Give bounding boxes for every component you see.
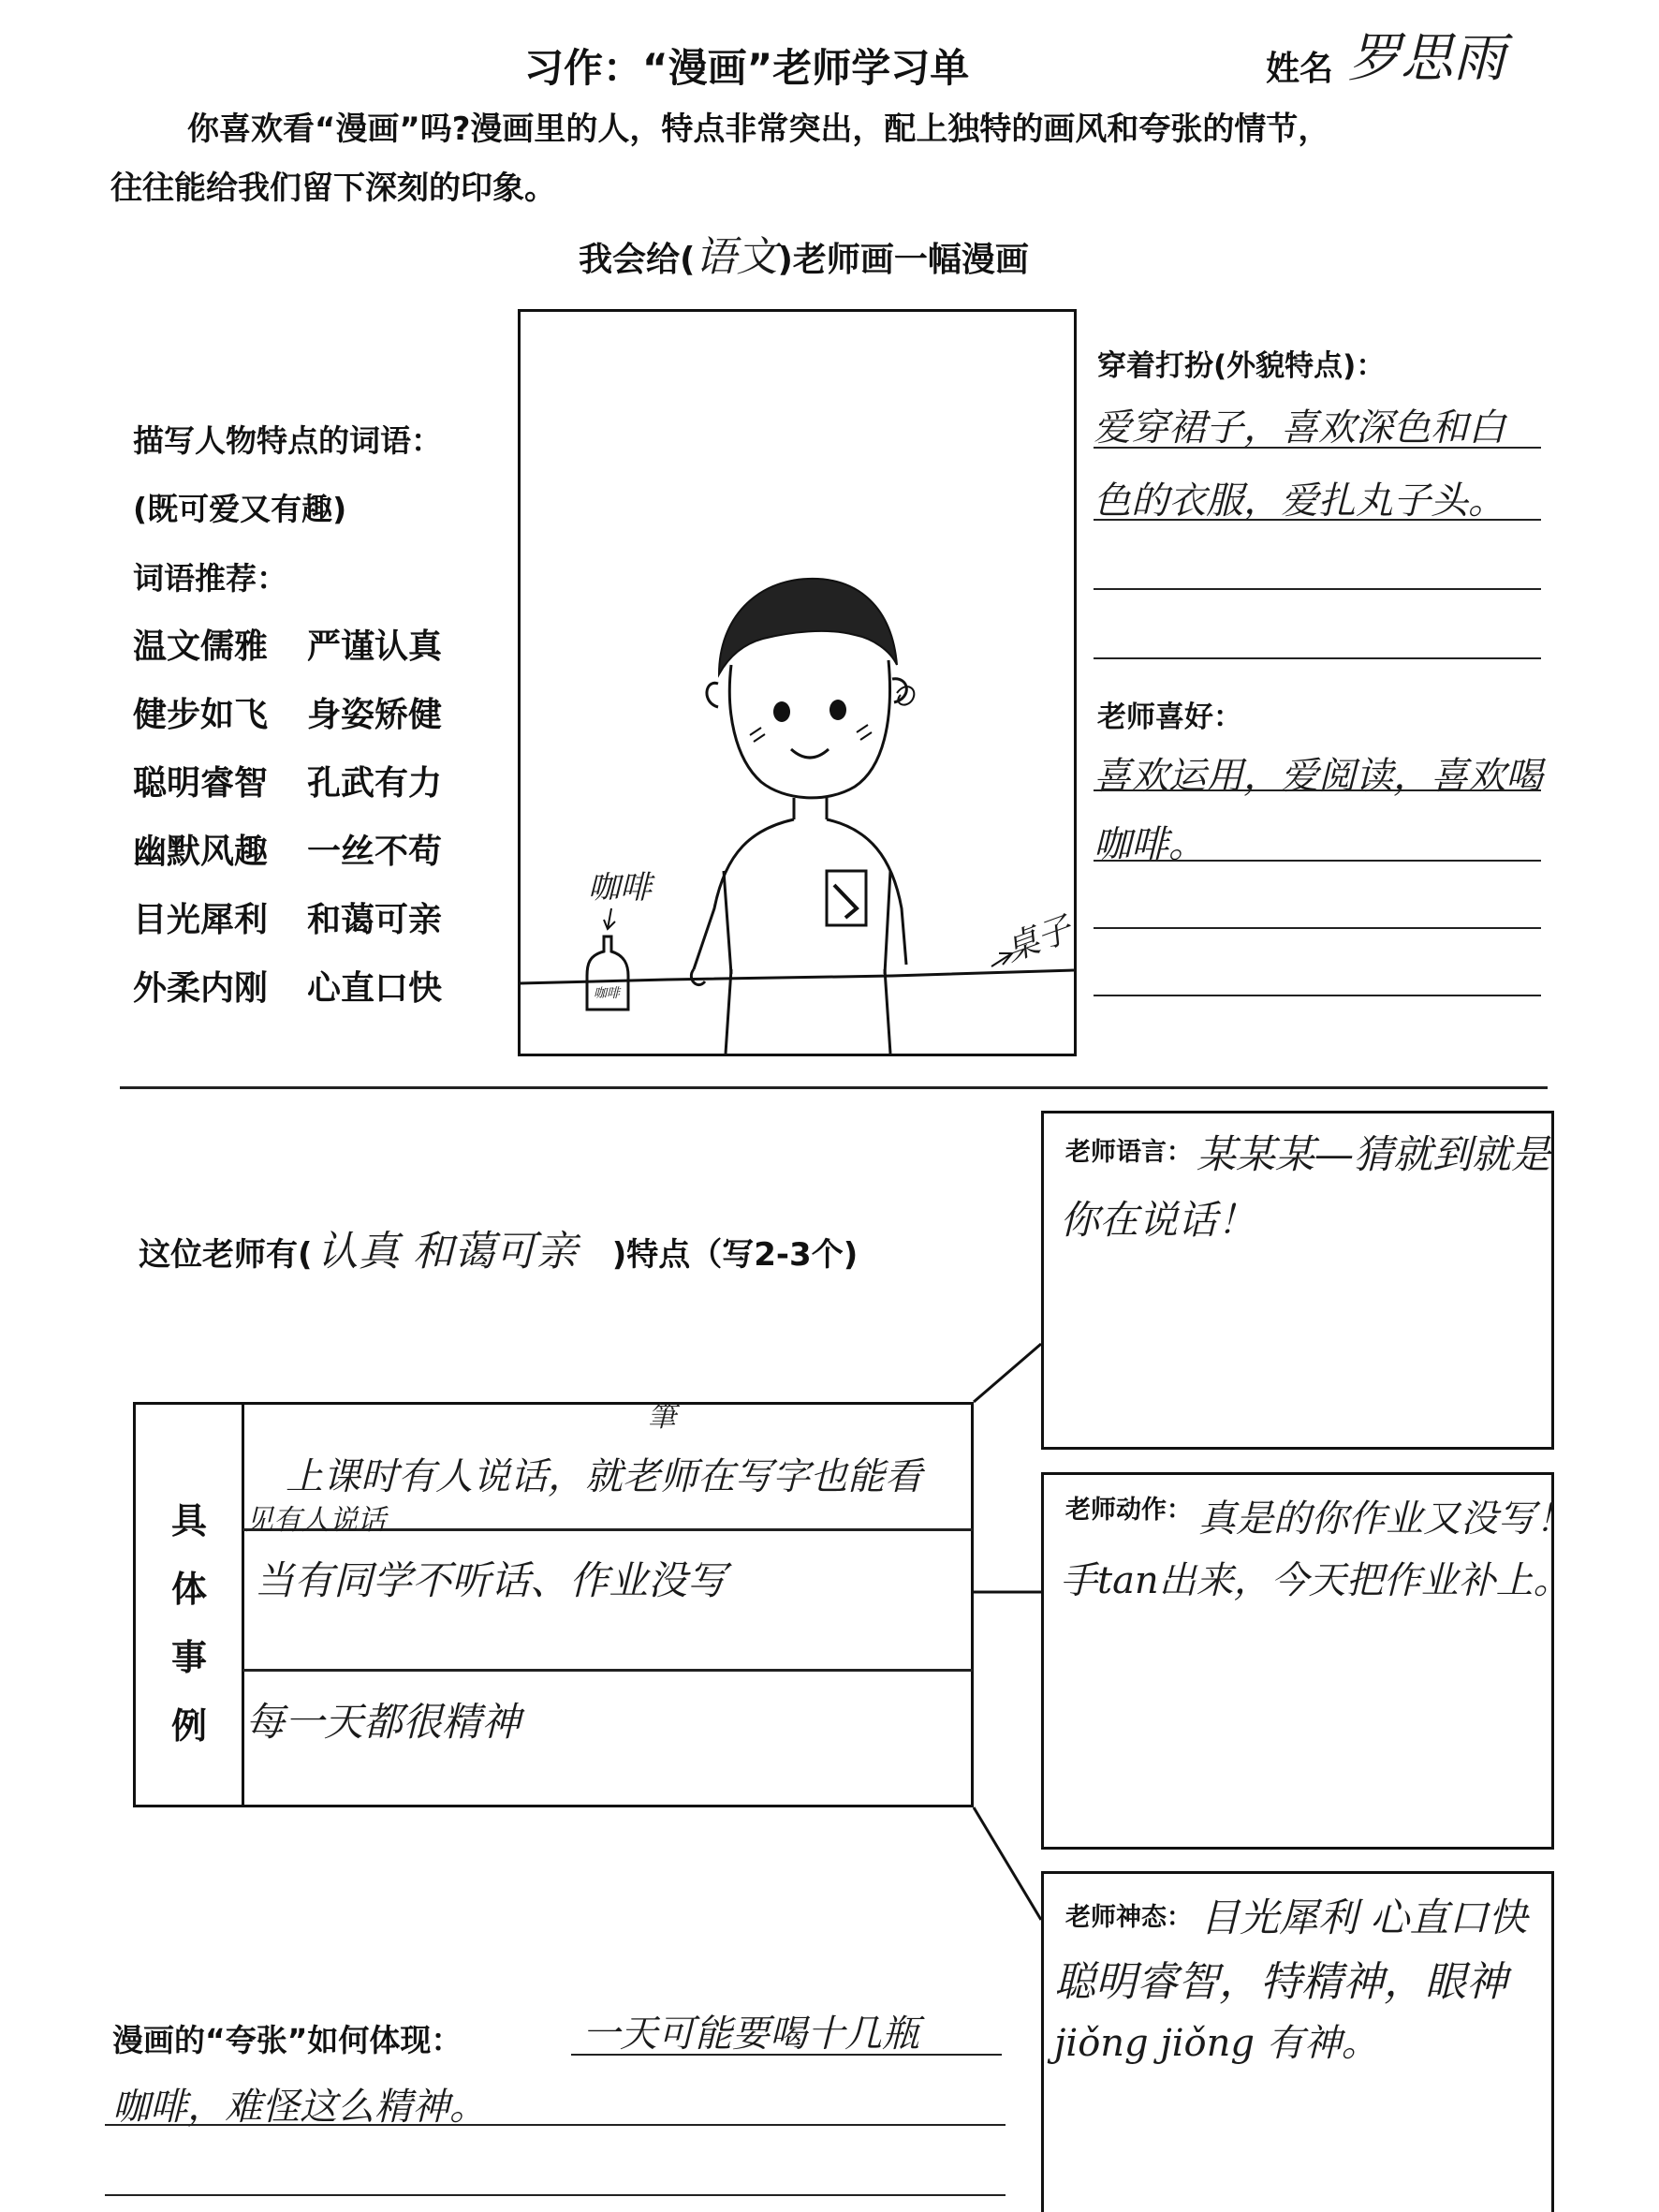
coffee-label: 咖啡 (588, 869, 652, 907)
page-title: 习作：“漫画”老师学习单 (524, 45, 970, 91)
expression-line-3: jiǒng jiǒng 有神。 (1054, 2022, 1379, 2065)
coffee-bottle-label: 咖啡 (594, 986, 620, 1001)
word-right-6: 心直口快 (307, 969, 443, 1008)
appearance-line-2: 色的衣服，爱扎丸子头。 (1094, 479, 1505, 523)
action-line-2: 手tan出来，今天把作业补上。 (1060, 1559, 1571, 1602)
example-row-3: 每一天都很精神 (245, 1699, 521, 1745)
expression-line-2: 聪明睿智，特精神，眼神 (1054, 1958, 1507, 2006)
exaggeration-label: 漫画的“夸张”如何体现： (112, 2022, 462, 2058)
hobby-label: 老师喜好： (1097, 700, 1242, 734)
language-label: 老师语言： (1065, 1138, 1192, 1167)
example-row-1-line-2: 见有人说话 (245, 1504, 386, 1537)
traits-value: 认真 和蔼可亲 (316, 1228, 578, 1276)
subtitle-subject: 语文 (695, 233, 778, 281)
appearance-line-1: 爱穿裙子，喜欢深色和白 (1094, 406, 1505, 450)
traits-suffix: )特点（写2-3个) (611, 1236, 859, 1274)
word-right-5: 和蔼可亲 (307, 901, 443, 939)
word-left-2: 健步如飞 (133, 696, 269, 734)
traits-prefix: 这位老师有( (139, 1236, 313, 1274)
word-left-1: 温文儒雅 (133, 627, 269, 666)
word-left-3: 聪明睿智 (133, 764, 269, 803)
hobby-line-2: 咖啡。 (1094, 823, 1206, 866)
word-right-1: 严谨认真 (307, 627, 443, 666)
name-label: 姓名 (1266, 50, 1334, 88)
word-left-6: 外柔内刚 (133, 969, 269, 1008)
hobby-line-1: 喜欢运用，爱阅读，喜欢喝 (1094, 755, 1543, 798)
language-line-2: 你在说话！ (1060, 1197, 1257, 1243)
language-line-1: 某某某—猜就到就是 (1197, 1131, 1551, 1177)
name-value: 罗思雨 (1348, 28, 1505, 89)
words-label: 描写人物特点的词语： (133, 422, 442, 459)
examples-side-char-2: 体 (171, 1569, 208, 1610)
word-left-4: 幽默风趣 (133, 833, 269, 871)
exaggeration-line-1: 一天可能要喝十几瓶 (582, 2013, 919, 2056)
action-label: 老师动作： (1065, 1496, 1192, 1525)
example-row-2: 当有同学不听话、作业没写 (255, 1557, 727, 1603)
words-example: (既可爱又有趣) (133, 491, 347, 527)
intro-line-2: 往往能给我们留下深刻的印象。 (110, 170, 556, 207)
example-row-1-line-1: 上课时有人说话，就老师在写字也能看 (286, 1455, 922, 1498)
word-left-5: 目光犀利 (133, 901, 269, 939)
word-right-3: 孔武有力 (307, 764, 443, 803)
action-line-1: 真是的你作业又没写！ (1198, 1497, 1573, 1541)
subtitle-suffix: )老师画一幅漫画 (777, 241, 1029, 279)
example-row-1-insert: 筆 (648, 1401, 676, 1434)
exaggeration-line-2: 咖啡，难怪这么精神。 (112, 2086, 487, 2129)
table-label: 桌子 (1000, 909, 1077, 969)
exaggeration-rule-1 (571, 2054, 1002, 2056)
subtitle-prefix: 我会给( (579, 241, 696, 279)
word-right-2: 身姿矫健 (307, 696, 443, 734)
expression-line-1: 目光犀利 心直口快 (1200, 1895, 1528, 1940)
exaggeration-rule-3 (105, 2194, 1006, 2196)
expression-label: 老师神态： (1065, 1903, 1192, 1932)
exaggeration-rule-2 (105, 2124, 1006, 2126)
examples-side-char-4: 例 (171, 1705, 208, 1747)
word-right-4: 一丝不苟 (307, 833, 443, 871)
intro-line-1: 你喜欢看“漫画”吗?漫画里的人，特点非常突出，配上独特的画风和夸张的情节， (187, 111, 1330, 148)
examples-side-char-3: 事 (171, 1637, 208, 1678)
examples-side-char-1: 具 (171, 1500, 208, 1541)
words-recommend-label: 词语推荐： (133, 560, 287, 597)
appearance-label: 穿着打扮(外貌特点)： (1097, 349, 1386, 383)
